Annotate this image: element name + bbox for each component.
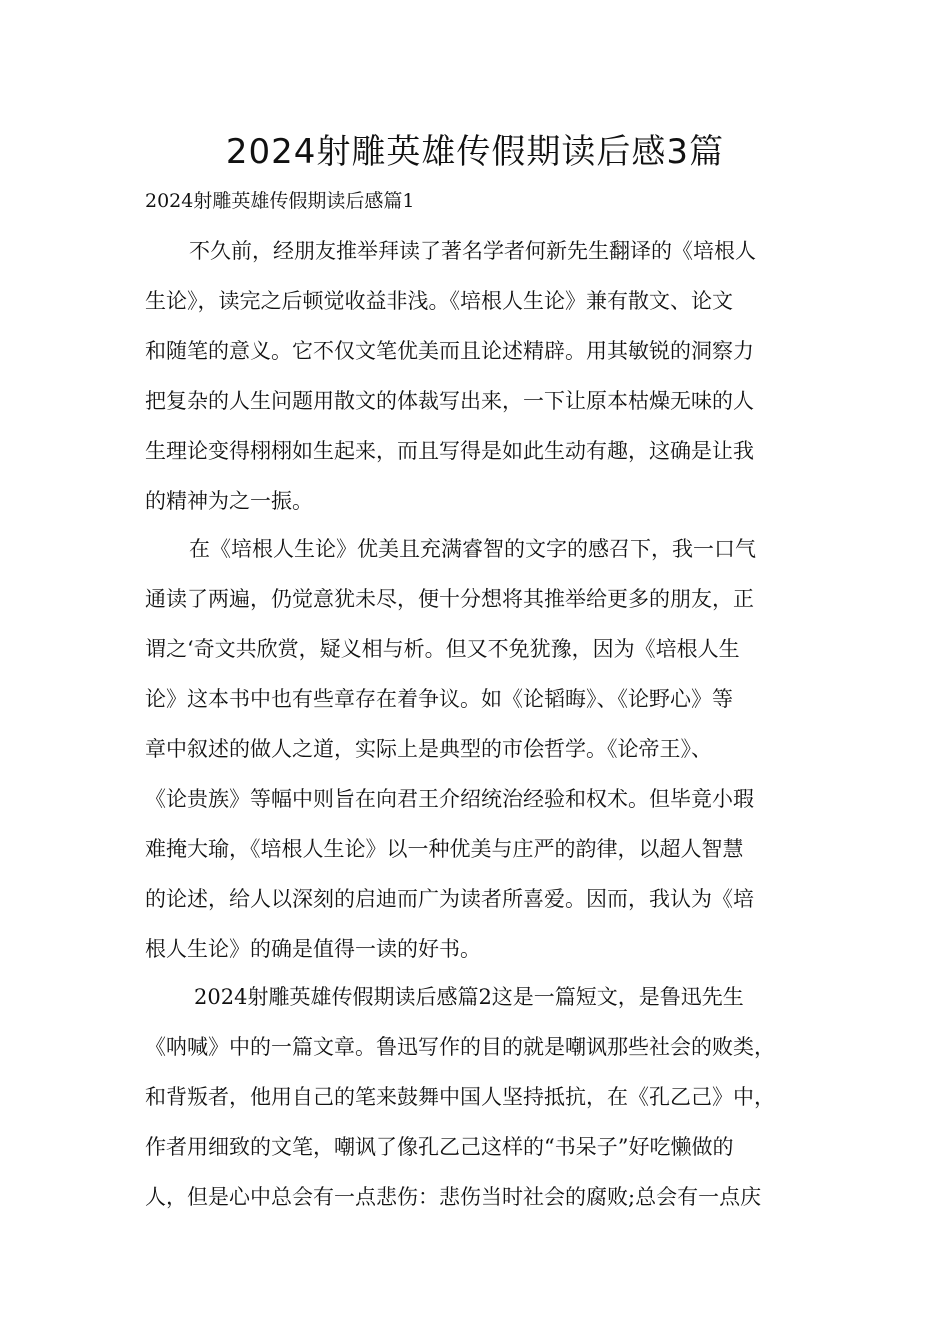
paragraph-line: 的精神为之一振。 bbox=[145, 489, 313, 513]
paragraph-1 bbox=[145, 226, 810, 526]
paragraph-line: 人，但是心中总会有一点悲伤：悲伤当时社会的腐败;总会有一点庆 bbox=[145, 1185, 762, 1209]
paragraph-line: 和背叛者，他用自己的笔来鼓舞中国人坚持抵抗，在《孔乙己》中， bbox=[145, 1085, 775, 1109]
paragraph-2 bbox=[145, 524, 810, 974]
paragraph-line: 通读了两遍，仍觉意犹未尽，便十分想将其推举给更多的朋友，正 bbox=[145, 587, 754, 611]
paragraph-line: 《呐喊》中的一篇文章。鲁迅写作的目的就是嘲讽那些社会的败类， bbox=[145, 1035, 775, 1059]
paragraph-line: 难掩大瑜，《培根人生论》以一种优美与庄严的韵律，以超人智慧 bbox=[145, 837, 744, 861]
paragraph-line: 谓之‘奇文共欣赏，疑义相与析。但又不免犹豫，因为《培根人生 bbox=[145, 637, 740, 661]
paragraph-line: 的论述，给人以深刻的启迪而广为读者所喜爱。因而，我认为《培 bbox=[145, 887, 754, 911]
paragraph-line: 把复杂的人生问题用散文的体裁写出来，一下让原本枯燥无味的人 bbox=[145, 389, 754, 413]
paragraph-line: 生论》，读完之后顿觉收益非浅。《培根人生论》兼有散文、论文 bbox=[145, 289, 733, 313]
section-heading: 2024射雕英雄传假期读后感篇1 bbox=[145, 190, 415, 212]
paragraph-line: 和随笔的意义。它不仅文笔优美而且论述精辟。用其敏锐的洞察力 bbox=[145, 339, 754, 363]
paragraph-line: 《论贵族》等幅中则旨在向君王介绍统治经验和权术。但毕竟小瑕 bbox=[145, 787, 754, 811]
paragraph-line: 论》这本书中也有些章存在着争议。如《论韬晦》、《论野心》等 bbox=[145, 687, 733, 711]
paragraph-line: 不久前，经朋友推举拜读了著名学者何新先生翻译的《培根人 bbox=[189, 239, 756, 263]
paragraph-line: 生理论变得栩栩如生起来，而且写得是如此生动有趣，这确是让我 bbox=[145, 439, 754, 463]
paragraph-line: 根人生论》的确是值得一读的好书。 bbox=[145, 937, 481, 961]
document-title: 2024射雕英雄传假期读后感3篇 bbox=[225, 132, 725, 172]
paragraph-line: 2024射雕英雄传假期读后感篇2这是一篇短文，是鲁迅先生 bbox=[194, 985, 744, 1009]
paragraph-line: 章中叙述的做人之道，实际上是典型的市侩哲学。《论帝王》、 bbox=[145, 737, 712, 761]
paragraph-line: 在《培根人生论》优美且充满睿智的文字的感召下，我一口气 bbox=[189, 537, 756, 561]
paragraph-3 bbox=[145, 972, 810, 1222]
paragraph-line: 作者用细致的文笔，嘲讽了像孔乙己这样的“书呆子”好吃懒做的 bbox=[145, 1135, 734, 1159]
